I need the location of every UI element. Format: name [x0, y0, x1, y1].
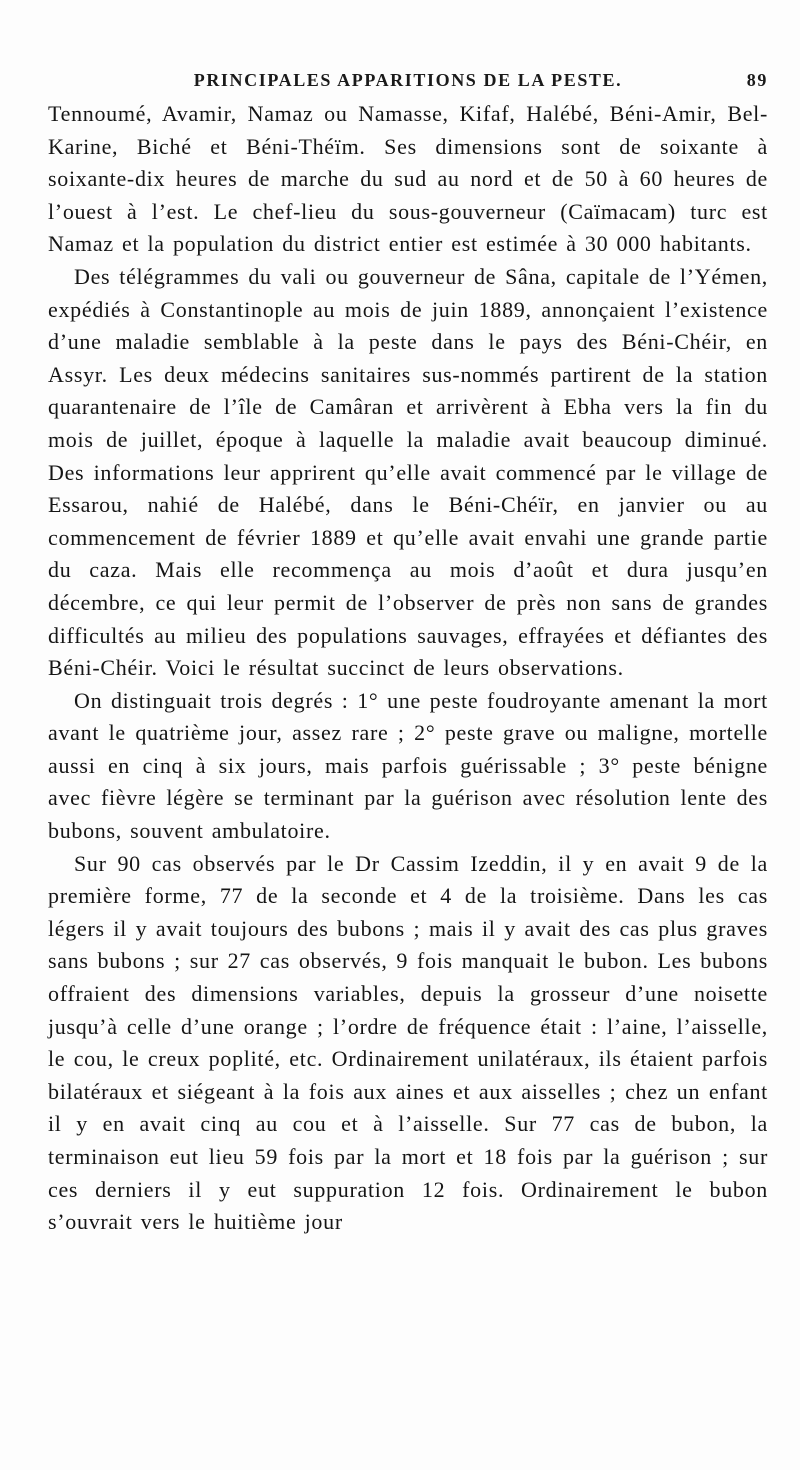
running-head: PRINCIPALES APPARITIONS DE LA PESTE.: [193, 70, 623, 90]
page-header: [48, 70, 768, 94]
body-text: [48, 98, 768, 1239]
paragraph: Tennoumé, Avamir, Namaz ou Namasse, Kifaf, Halébé, Béni-Amir, Bel-Karine, Biché et Béni-Théïm. Ses dimensions sont de soixante à soixante-dix heures de marche du sud au nord et de 50 à 60 heures de l’ouest à l’est. Le chef-lieu du sous-gouverneur (Caïmacam) turc est Namaz et la population du district entier est estimée à 30 000 habitants.: [48, 101, 768, 257]
paragraph: On distinguait trois degrés : 1° une peste foudroyante amenant la mort avant le quatrième jour, assez rare ; 2° peste grave ou maligne, mortelle aussi en cinq à six jours, mais parfois guérissable ; 3° peste bénigne avec fièvre légère se terminant par la guérison avec résolution lente des bubons, souvent ambulatoire.: [48, 687, 768, 844]
page-number: 89: [746, 70, 768, 90]
paragraph: Sur 90 cas observés par le Dr Cassim Izeddin, il y en avait 9 de la première forme, 77 de la seconde et 4 de la troisième. Dans les cas légers il y avait toujours des bubons ; mais il y avait des cas plus graves sans bubons ; sur 27 cas observés, 9 fois manquait le bubon. Les bubons offraient des dimensions variables, depuis la grosseur d’une noisette jusqu’à celle d’une orange ; l’ordre de fréquence était : l’aine, l’aisselle, le cou, le creux poplité, etc. Ordinairement unilatéraux, ils étaient parfois bilatéraux et siégeant à la fois aux aines et aux aisselles ; chez un enfant il y en avait cinq au cou et à l’aisselle. Sur 77 cas de bubon, la terminaison eut lieu 59 fois par la mort et 18 fois par la guérison ; sur ces derniers il y eut suppuration 12 fois. Ordinairement le bubon s’ouvrait vers le huitième jour: [48, 850, 768, 1235]
paragraph: Des télégrammes du vali ou gouverneur de Sâna, capitale de l’Yémen, expédiés à Constantinople au mois de juin 1889, annonçaient l’existence d’une maladie semblable à la peste dans le pays des Béni-Chéir, en Assyr. Les deux médecins sanitaires sus-nommés partirent de la station quarantenaire de l’île de Camâran et arrivèrent à Ebha vers la fin du mois de juillet, époque à laquelle la maladie avait beaucoup diminué. Des informations leur apprirent qu’elle avait commencé par le village de Essarou, nahié de Halébé, dans le Béni-Chéïr, en janvier ou au commencement de février 1889 et qu’elle avait envahi une grande partie du caza. Mais elle recommença au mois d’août et dura jusqu’en décembre, ce qui leur permit de l’observer de près non sans de grandes difficultés au milieu des populations sauvages, effrayées et défiantes des Béni-Chéir. Voici le résultat succinct de leurs observations.: [48, 263, 768, 681]
